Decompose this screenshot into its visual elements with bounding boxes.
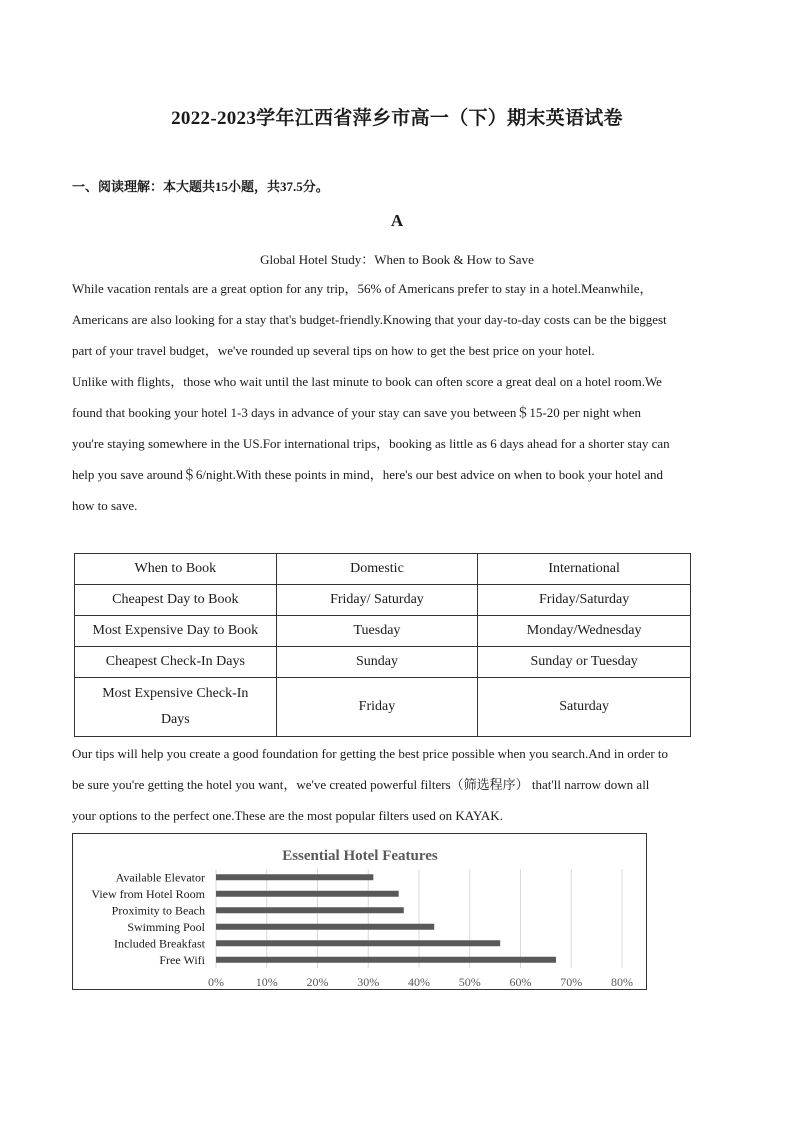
table-cell: Sunday or Tuesday — [478, 647, 691, 678]
table-row — [75, 585, 691, 616]
bar — [216, 957, 556, 963]
passage-title: Global Hotel Study：When to Book & How to Save — [260, 252, 534, 267]
table-header-cell: International — [478, 554, 691, 585]
x-tick-label: 80% — [611, 975, 633, 989]
x-tick-label: 0% — [208, 975, 224, 989]
category-label: Included Breakfast — [114, 936, 205, 951]
passage-letter: A — [390, 211, 404, 230]
paragraph-3 — [72, 738, 722, 831]
text-line: While vacation rentals are a great option for any trip，56% of Americans prefer to stay in a hotel.Meanwhile， — [72, 281, 653, 296]
x-tick-label: 20% — [306, 975, 329, 989]
section-heading: 一、阅读理解：本大题共15小题，共37.5分。 — [72, 179, 329, 194]
table-cell: Monday/Wednesday — [478, 616, 691, 647]
table-header-row — [75, 554, 691, 585]
chart-canvas — [73, 834, 646, 989]
bar — [216, 924, 434, 930]
bar — [216, 940, 500, 946]
table-header-cell: Domestic — [276, 554, 478, 585]
bar — [216, 891, 399, 897]
bar — [216, 874, 373, 880]
category-label: View from Hotel Room — [91, 886, 205, 901]
text-line: Americans are also looking for a stay that's budget-friendly.Knowing that your day-to-day costs can be the biggest — [72, 312, 667, 327]
text-line: be sure you're getting the hotel you want，we've created powerful filters（筛选程序） that'll narrow down all — [72, 777, 650, 792]
x-tick-label: 40% — [408, 975, 430, 989]
category-label: Swimming Pool — [127, 919, 205, 934]
document-title: 2022-2023学年江西省萍乡市高一（下）期末英语试卷 — [171, 108, 623, 129]
text-line: your options to the perfect one.These are the most popular filters used on KAYAK. — [72, 808, 503, 823]
table-cell: Friday/ Saturday — [276, 585, 478, 616]
text-line: Unlike with flights，those who wait until the last minute to book can often score a great deal on a hotel room.We — [72, 374, 662, 389]
table-row — [75, 616, 691, 647]
text-line: part of your travel budget，we've rounded up several tips on how to get the best price on your hotel. — [72, 343, 595, 358]
hotel-features-chart — [72, 833, 647, 990]
text-line: found that booking your hotel 1-3 days in advance of your stay can save you between＄15-20 per night when — [72, 405, 641, 420]
table-cell: Friday — [276, 678, 478, 737]
table-cell: Sunday — [276, 647, 478, 678]
text-line: Our tips will help you create a good foundation for getting the best price possible when you search.And in order to — [72, 746, 669, 761]
table-header-cell: When to Book — [75, 554, 277, 585]
x-tick-label: 50% — [458, 975, 481, 989]
paragraph-1 — [72, 273, 722, 366]
table-row — [75, 647, 691, 678]
table-cell: Most Expensive Check-In Days — [75, 678, 277, 737]
chart-title: Essential Hotel Features — [282, 848, 438, 864]
table-cell: Saturday — [478, 678, 691, 737]
x-tick-label: 60% — [509, 975, 532, 989]
x-tick-label: 10% — [255, 975, 278, 989]
table-cell: Friday/Saturday — [478, 585, 691, 616]
category-label: Available Elevator — [115, 870, 205, 885]
table-cell: Most Expensive Day to Book — [75, 616, 277, 647]
table-cell: Cheapest Day to Book — [75, 585, 277, 616]
table-row — [75, 678, 691, 737]
text-line: help you save around＄6/night.With these points in mind，here's our best advice on when to book your hotel and — [72, 467, 664, 482]
category-label: Free Wifi — [159, 952, 205, 967]
category-label: Proximity to Beach — [111, 903, 205, 918]
x-tick-label: 70% — [560, 975, 583, 989]
paragraph-2 — [72, 366, 722, 521]
text-line: you're staying somewhere in the US.For international trips，booking as little as 6 days ahead for a shorter stay can — [72, 436, 670, 451]
bar — [216, 907, 404, 913]
table-cell: Cheapest Check-In Days — [75, 647, 277, 678]
text-line: how to save. — [72, 498, 138, 513]
x-tick-label: 30% — [357, 975, 380, 989]
table-cell: Tuesday — [276, 616, 478, 647]
booking-table — [74, 553, 691, 737]
